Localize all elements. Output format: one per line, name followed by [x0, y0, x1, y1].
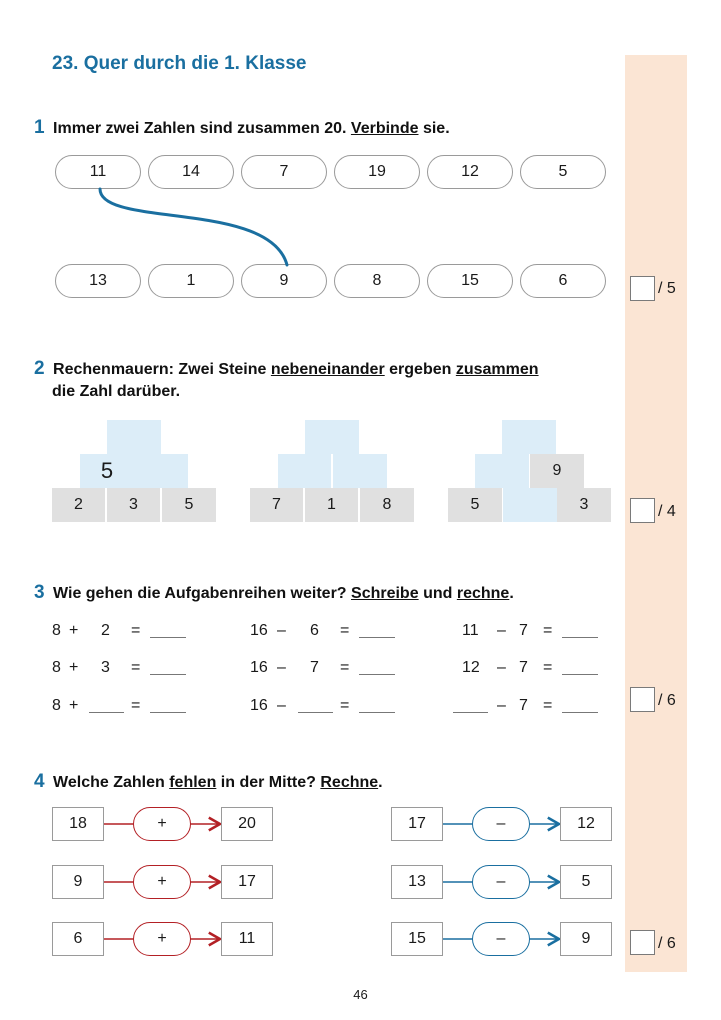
task3-text-d: rechne: [456, 585, 510, 602]
wall1-bottom-1: 2: [52, 488, 106, 522]
wall1-bottom-3: 5: [162, 488, 216, 522]
wall3-middle-left[interactable]: [475, 454, 529, 488]
t4-right-1-to: 12: [560, 807, 612, 841]
task2-heading: [34, 358, 539, 380]
t3-c1-r1-eq: =: [131, 622, 141, 639]
t4-left-2-op[interactable]: +: [133, 865, 191, 899]
t1-top-2[interactable]: 14: [148, 155, 234, 189]
task1-score: / 5: [658, 280, 676, 297]
wall1-middle-right[interactable]: [134, 454, 188, 488]
t3-c1-r3-a: 8: [52, 697, 61, 714]
t3-c1-r1-a: 8: [52, 622, 61, 639]
t4-left-2-from: 9: [52, 865, 104, 899]
t3-c1-r1-b: 2: [101, 622, 110, 639]
t3-c3-r1-b: 7: [519, 622, 528, 639]
t1-top-1[interactable]: 11: [55, 155, 141, 189]
t3-c2-r1-eq: =: [340, 622, 350, 639]
wall2-middle-left[interactable]: [278, 454, 332, 488]
t3-c1-r3-blank-b[interactable]: [89, 712, 124, 713]
task4-text-b: fehlen: [169, 774, 217, 791]
t4-right-3-from: 15: [391, 922, 443, 956]
t3-c2-r2-eq: =: [340, 659, 350, 676]
t4-right-2-op[interactable]: –: [472, 865, 530, 899]
t4-left-3-op[interactable]: +: [133, 922, 191, 956]
t3-c1-r2-b: 3: [101, 659, 110, 676]
t1-bottom-6[interactable]: 6: [520, 264, 606, 298]
t1-top-6[interactable]: 5: [520, 155, 606, 189]
t1-bottom-2[interactable]: 1: [148, 264, 234, 298]
t1-bottom-5[interactable]: 15: [427, 264, 513, 298]
t1-top-5[interactable]: 12: [427, 155, 513, 189]
t3-c3-r1-answer[interactable]: [562, 637, 598, 638]
t3-c3-r3-blank-a[interactable]: [453, 712, 488, 713]
t3-c3-r2-op: –: [497, 659, 506, 676]
t3-c3-r3-answer[interactable]: [562, 712, 598, 713]
task2-text-a: Rechenmauern: Zwei Steine: [53, 361, 267, 378]
t3-c2-r2-answer[interactable]: [359, 674, 395, 675]
t3-c1-r2-eq: =: [131, 659, 141, 676]
t3-c2-r3-blank-b[interactable]: [298, 712, 333, 713]
wall3-bottom-1: 5: [448, 488, 502, 522]
t3-c3-r1-a: 11: [462, 622, 479, 639]
task3-text-a: Wie gehen die Aufgabenreihen weiter?: [53, 585, 347, 602]
t4-right-1-op[interactable]: –: [472, 807, 530, 841]
t3-c1-r2-a: 8: [52, 659, 61, 676]
t4-right-1-from: 17: [391, 807, 443, 841]
task4-score-box[interactable]: [630, 930, 655, 955]
task2-text-b: nebeneinander: [270, 361, 385, 378]
t4-right-3-to: 9: [560, 922, 612, 956]
t4-left-1-op[interactable]: +: [133, 807, 191, 841]
task3-text-b: Schreibe: [351, 585, 419, 602]
task3-score-box[interactable]: [630, 687, 655, 712]
t3-c3-r2-b: 7: [519, 659, 528, 676]
t3-c1-r1-answer[interactable]: [150, 637, 186, 638]
t3-c1-r3-op: +: [69, 697, 79, 714]
t1-bottom-4[interactable]: 8: [334, 264, 420, 298]
t3-c1-r2-answer[interactable]: [150, 674, 186, 675]
t3-c3-r1-op: –: [497, 622, 506, 639]
t4-right-3-op[interactable]: –: [472, 922, 530, 956]
t4-left-1-from: 18: [52, 807, 104, 841]
t3-c2-r3-answer[interactable]: [359, 712, 395, 713]
t3-c3-r3-eq: =: [543, 697, 553, 714]
t3-c3-r3-op: –: [497, 697, 506, 714]
t3-c3-r1-eq: =: [543, 622, 553, 639]
wall1-middle-left: 5: [80, 454, 134, 488]
wall2-bottom-1: 7: [250, 488, 304, 522]
t3-c2-r3-eq: =: [340, 697, 350, 714]
t3-c1-r3-answer[interactable]: [150, 712, 186, 713]
wall3-bottom-2[interactable]: [503, 488, 557, 522]
task4-text-a: Welche Zahlen: [53, 774, 165, 791]
t3-c2-r1-answer[interactable]: [359, 637, 395, 638]
wall3-bottom-3: 3: [557, 488, 611, 522]
t4-left-3-from: 6: [52, 922, 104, 956]
t3-c1-r3-eq: =: [131, 697, 141, 714]
task1-text-b: Verbinde: [350, 120, 419, 137]
t4-right-2-to: 5: [560, 865, 612, 899]
t3-c1-r2-op: +: [69, 659, 79, 676]
t3-c2-r2-b: 7: [310, 659, 319, 676]
connection-line-11-9: [0, 0, 721, 320]
wall1-bottom-2: 3: [107, 488, 161, 522]
task3-score: / 6: [658, 692, 676, 709]
task1-text-a: Immer zwei Zahlen sind zusammen 20.: [53, 120, 347, 137]
task3-text-e: .: [509, 585, 514, 602]
wall2-top[interactable]: [305, 420, 359, 454]
t3-c3-r3-b: 7: [519, 697, 528, 714]
task4-arrows: [0, 790, 721, 970]
task4-number: 4: [34, 771, 45, 792]
task2-score: / 4: [658, 503, 676, 520]
task1-text-c: sie.: [422, 120, 450, 137]
task1-number: 1: [34, 117, 45, 138]
task4-text-d: Rechne: [320, 774, 379, 791]
t3-c2-r2-op: –: [277, 659, 286, 676]
t3-c2-r3-a: 16: [250, 697, 268, 714]
t3-c1-r1-op: +: [69, 622, 79, 639]
task2-text-c: ergeben: [389, 361, 452, 378]
t1-top-3[interactable]: 7: [241, 155, 327, 189]
wall1-top[interactable]: [107, 420, 161, 454]
task1-score-box[interactable]: [630, 276, 655, 301]
task4-score: / 6: [658, 935, 676, 952]
t3-c2-r1-a: 16: [250, 622, 268, 639]
wall3-top[interactable]: [502, 420, 556, 454]
t4-left-1-to: 20: [221, 807, 273, 841]
task3-number: 3: [34, 582, 45, 603]
t1-bottom-1[interactable]: 13: [55, 264, 141, 298]
t3-c2-r2-a: 16: [250, 659, 268, 676]
t3-c3-r2-answer[interactable]: [562, 674, 598, 675]
t3-c3-r2-eq: =: [543, 659, 553, 676]
wall2-bottom-2: 1: [305, 488, 359, 522]
t3-c2-r1-op: –: [277, 622, 286, 639]
task4-text-c: in der Mitte?: [220, 774, 316, 791]
page-title: 23. Quer durch die 1. Klasse: [52, 53, 307, 74]
t1-bottom-3[interactable]: 9: [241, 264, 327, 298]
t4-left-2-to: 17: [221, 865, 273, 899]
t3-c2-r3-op: –: [277, 697, 286, 714]
t4-left-3-to: 11: [221, 922, 273, 956]
wall3-middle-right: 9: [530, 454, 584, 488]
task2-text-d: zusammen: [455, 361, 539, 378]
task2-score-box[interactable]: [630, 498, 655, 523]
wall2-bottom-3: 8: [360, 488, 414, 522]
t3-c3-r2-a: 12: [462, 659, 480, 676]
page-number: 46: [353, 987, 368, 1002]
task3-heading: [34, 582, 514, 604]
task3-text-c: und: [423, 585, 453, 602]
t3-c2-r1-b: 6: [310, 622, 319, 639]
task2-text-e: die Zahl darüber.: [52, 383, 181, 400]
task2-number: 2: [34, 358, 45, 379]
t4-right-2-from: 13: [391, 865, 443, 899]
t1-top-4[interactable]: 19: [334, 155, 420, 189]
task4-text-e: .: [378, 774, 383, 791]
wall2-middle-right[interactable]: [333, 454, 387, 488]
